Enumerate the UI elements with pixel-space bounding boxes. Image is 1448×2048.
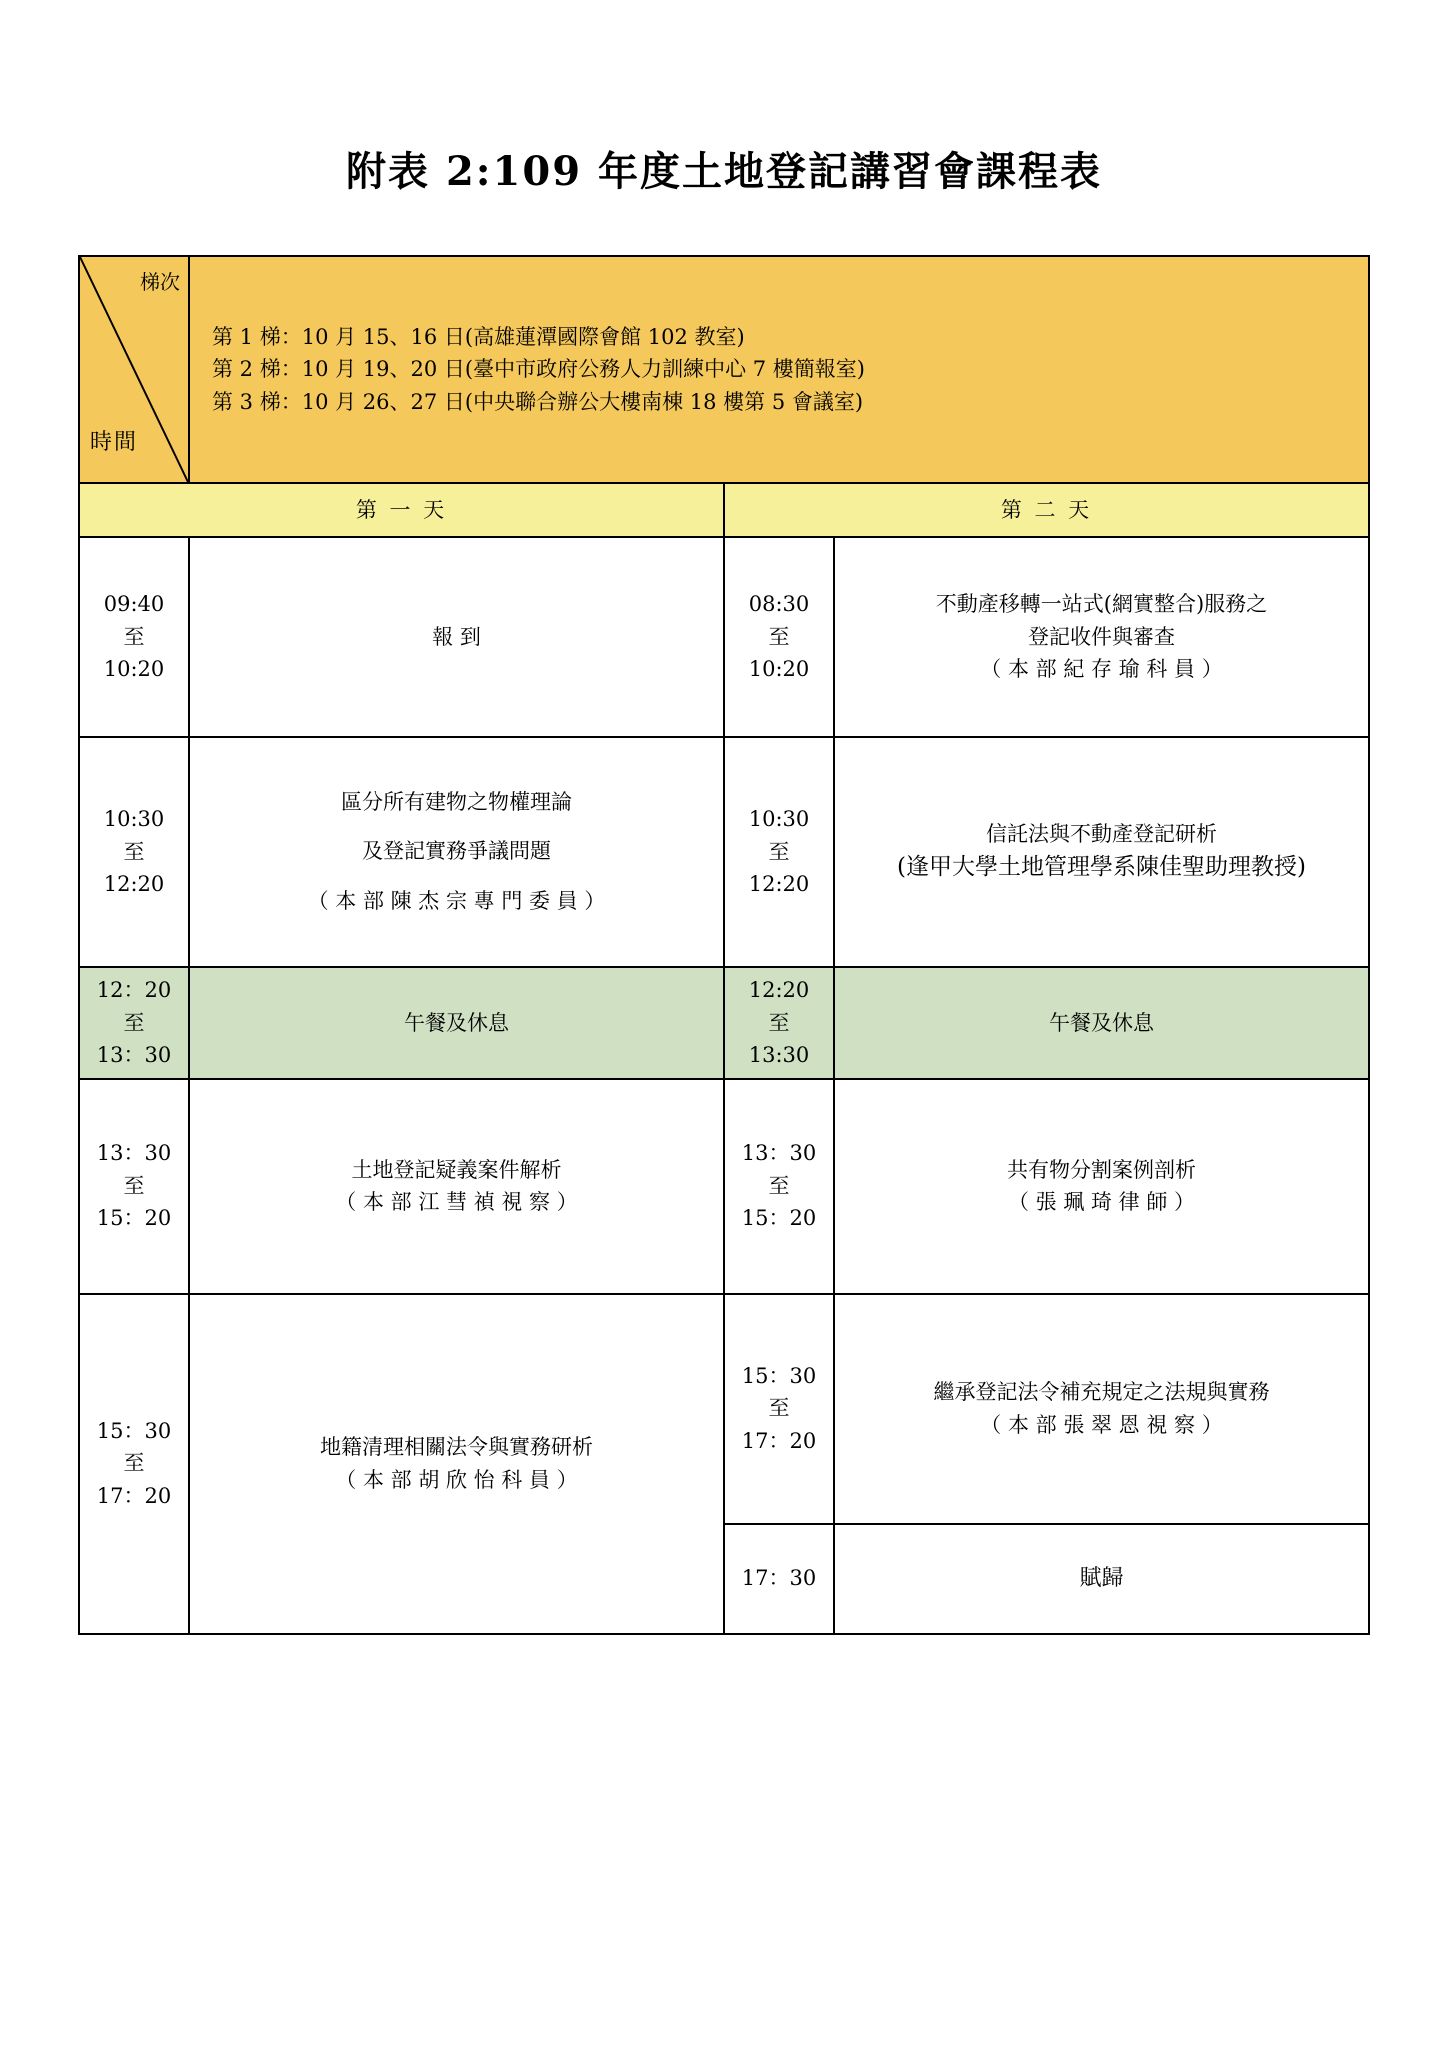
day1-session xyxy=(189,537,724,737)
day1-session xyxy=(189,1079,724,1294)
time-end: 10:20 xyxy=(748,657,810,682)
session-speaker: (逢甲大學土地管理學系陳佳聖助理教授) xyxy=(897,854,1306,881)
time-start: 10:30 xyxy=(748,807,810,832)
session-title: 報 到 xyxy=(432,624,481,649)
day1-time xyxy=(79,537,189,737)
table-row xyxy=(79,1294,1369,1524)
time-end: 17：20 xyxy=(96,1483,172,1508)
time-end: 12:20 xyxy=(748,872,810,897)
time-separator: 至 xyxy=(768,624,790,649)
day2-session xyxy=(834,1524,1369,1634)
session-speaker: （ 本 部 張 翠 恩 視 察 ） xyxy=(980,1412,1223,1437)
batch-list-cell xyxy=(189,256,1369,483)
time-end: 13：30 xyxy=(96,1043,172,1068)
page-title: 附表 2:109 年度土地登記講習會課程表 xyxy=(346,148,1102,195)
day2-session xyxy=(834,1294,1369,1524)
time-start: 12:20 xyxy=(748,978,810,1002)
time-end: 17：20 xyxy=(741,1428,817,1453)
day2-time xyxy=(724,1079,834,1294)
day2-time xyxy=(724,1294,834,1524)
time-separator: 至 xyxy=(123,1010,145,1035)
batch-line-2: 第 2 梯：10 月 19、20 日(臺中市政府公務人力訓練中心 7 樓簡報室) xyxy=(212,357,865,382)
day1-time xyxy=(79,737,189,967)
day2-header: 第 二 天 xyxy=(724,483,1369,537)
session-title: 賦歸 xyxy=(1079,1565,1124,1591)
time-separator: 至 xyxy=(768,1010,790,1035)
day2-time xyxy=(724,737,834,967)
session-title: 信託法與不動產登記研析 xyxy=(986,821,1217,846)
session-title: 繼承登記法令補充規定之法規與實務 xyxy=(933,1380,1270,1405)
session-title: 土地登記疑義案件解析 xyxy=(351,1157,562,1182)
schedule-table xyxy=(78,255,1370,1635)
time-start: 08:30 xyxy=(748,592,810,617)
day2-session xyxy=(834,737,1369,967)
table-row-lunch xyxy=(79,967,1369,1079)
day1-time xyxy=(79,967,189,1079)
batch-line-1: 第 1 梯：10 月 15、16 日(高雄蓮潭國際會館 102 教室) xyxy=(212,324,745,349)
time-start: 15：30 xyxy=(96,1418,172,1443)
time-start: 17：30 xyxy=(741,1566,817,1591)
day1-session xyxy=(189,1294,724,1634)
session-speaker: （ 本 部 胡 欣 怡 科 員 ） xyxy=(335,1467,578,1492)
session-title: 不動產移轉一站式(網實整合)服務之 xyxy=(935,592,1268,617)
time-end: 15：20 xyxy=(741,1206,817,1231)
day2-time xyxy=(724,537,834,737)
session-title: 共有物分割案例剖析 xyxy=(1007,1157,1196,1182)
day2-time xyxy=(724,967,834,1079)
day2-session xyxy=(834,967,1369,1079)
session-speaker: （ 本 部 紀 存 瑜 科 員 ） xyxy=(980,657,1223,682)
time-end: 15：20 xyxy=(96,1206,172,1231)
corner-label-batch: 梯次 xyxy=(140,270,180,294)
day1-session xyxy=(189,737,724,967)
day1-session xyxy=(189,967,724,1079)
corner-header-cell xyxy=(79,256,189,483)
time-separator: 至 xyxy=(123,839,145,864)
time-separator: 至 xyxy=(123,624,145,649)
time-start: 12：20 xyxy=(96,978,172,1002)
day-header-row xyxy=(79,483,1369,537)
day1-time xyxy=(79,1079,189,1294)
session-speaker: （ 本 部 陳 杰 宗 專 門 委 員 ） xyxy=(307,888,606,913)
session-subtitle: 登記收件與審查 xyxy=(1028,624,1175,649)
session-speaker: （ 張 珮 琦 律 師 ） xyxy=(1007,1190,1196,1215)
session-title: 區分所有建物之物權理論 xyxy=(341,789,572,814)
time-separator: 至 xyxy=(123,1451,145,1476)
day1-header: 第 一 天 xyxy=(79,483,724,537)
session-speaker: （ 本 部 江 彗 禎 視 察 ） xyxy=(335,1190,578,1215)
time-start: 10:30 xyxy=(103,807,165,832)
table-row xyxy=(79,537,1369,737)
day2-session xyxy=(834,1079,1369,1294)
time-start: 15：30 xyxy=(741,1363,817,1388)
session-title: 午餐及休息 xyxy=(404,1010,509,1035)
session-title: 午餐及休息 xyxy=(1049,1010,1154,1035)
corner-label-time: 時間 xyxy=(90,429,139,455)
session-subtitle: 及登記實務爭議問題 xyxy=(362,839,551,864)
time-end: 10:20 xyxy=(103,657,165,682)
table-header-row xyxy=(79,256,1369,483)
table-row xyxy=(79,737,1369,967)
time-start: 13：30 xyxy=(96,1141,172,1166)
time-start: 13：30 xyxy=(741,1141,817,1166)
table-row xyxy=(79,1079,1369,1294)
day2-session xyxy=(834,537,1369,737)
time-end: 13:30 xyxy=(748,1043,810,1068)
time-separator: 至 xyxy=(123,1173,145,1198)
time-start: 09:40 xyxy=(103,592,165,617)
session-title: 地籍清理相關法令與實務研析 xyxy=(320,1435,593,1460)
batch-line-3: 第 3 梯：10 月 26、27 日(中央聯合辦公大樓南棟 18 樓第 5 會議室) xyxy=(212,389,864,414)
time-separator: 至 xyxy=(768,839,790,864)
time-end: 12:20 xyxy=(103,872,165,897)
time-separator: 至 xyxy=(768,1396,790,1421)
time-separator: 至 xyxy=(768,1173,790,1198)
day1-time xyxy=(79,1294,189,1634)
day2-time xyxy=(724,1524,834,1634)
